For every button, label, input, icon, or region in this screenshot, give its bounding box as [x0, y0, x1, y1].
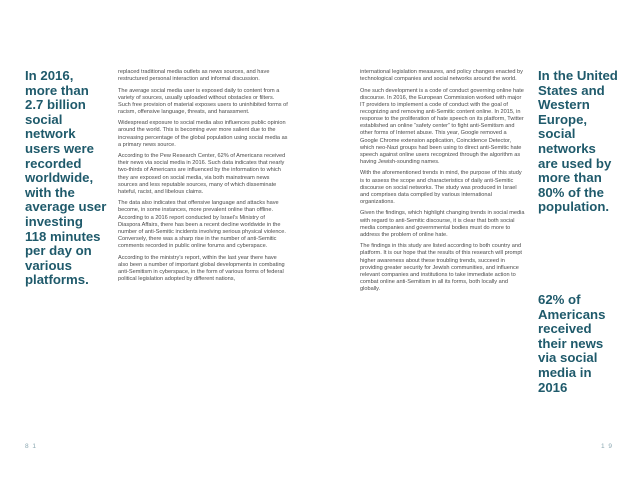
pull-quote-americans-news: 62% of Americans received their news via social media in 2016: [538, 292, 606, 395]
pull-quote-us-western-europe: In the United States and Western Europe, social networks are used by more than 80% of the population.: [538, 68, 618, 215]
pull-quote-social-network-users: In 2016, more than 2.7 billion social network users were recorded worldwide, with the average user investing 118 minutes per day on various platforms.: [25, 68, 107, 288]
page-number-right: 1 9: [601, 443, 614, 450]
paragraph: Given the findings, which highlight changing trends in social media with regard to anti-Semitic discourse, it is clear that both social media companies and governmental bodies must do more to address the problem of online hate.: [360, 210, 525, 238]
paragraph: The findings in this study are listed according to both country and platform. It is our hope that the results of this research will prompt higher awareness about these troubling trends, succeed in providing greater security for Jewish communities, and influence relevant companies and institutions to take immediate action to combat online anti-Semitism in all its forms, both locally and globally.: [360, 243, 522, 293]
paragraph: Widespread exposure to social media also influences public opinion around the world. This is becoming ever more salient due to the increasing percentage of the global population using social media as a primary news source.: [118, 120, 288, 148]
paragraph: The data also indicates that offensive language and attacks have become, in some instances, more prevalent online than offline. According to a 2016 report conducted by Israel’s Ministry of Diaspora Affairs, there has been a recent decline worldwide in the number of anti-Semitic incidents involving serious physical violence. Conversely, there was a sharp rise in the number of anti-Semitic comments recorded in public online forums and cyberspace.: [118, 200, 286, 250]
paragraph: One such development is a code of conduct governing online hate discourse. In 2016, the European Commission worked with major IT providers to implement a code of conduct with the goal of recognizing and removing anti-Semitic content online. In 2015, in response to the proliferation of hate speech on its platform, Twitter established an online “safety center” to fight anti-Semitism and other forms of Internet abuse. This year, Google removed a Google Chrome extension application, Coincidence Detector, which neo-Nazi groups had been using to direct anti-Semitic hate speech against online users recognized through the algorithm as having Jewish-sounding names.: [360, 87, 524, 166]
paragraph: According to the Pew Research Center, 62% of Americans received their news via social media in 2016. Such data indicates that nearly two-thirds of Americans are influenced by the information to which they are exposed on social media, via both mainstream news sources and less reputable sources, many of which disseminate hateful, racist, and libelous claims.: [118, 153, 286, 195]
right-page-body-column: [360, 69, 525, 297]
paragraph: international legislation measures, and policy changes enacted by technological companies and social networks around the world.: [360, 69, 523, 83]
paragraph: The average social media user is exposed daily to content from a variety of sources, usually uploaded without obstacles or filters. Such free provision of material exposes users to uninhibited forms of racism, offensive language, threats, and harassment.: [118, 87, 288, 115]
page-number-left: 8 1: [25, 443, 38, 450]
paragraph: According to the ministry’s report, within the last year there have also been a number of important global developments in combating anti-Semitism in cyberspace, in the form of various forms of federal political legislation adopted by different nations,: [118, 254, 285, 282]
left-page-body-column: [118, 69, 288, 287]
paragraph: With the aforementioned trends in mind, the purpose of this study is to assess the scope and characteristics of daily anti-Semitic discourse on social networks. The study was produced in Israel and comprises data compiled by various international organizations.: [360, 170, 522, 206]
paragraph: replaced traditional media outlets as news sources, and have restructured personal interaction and informal discussion.: [118, 69, 270, 83]
